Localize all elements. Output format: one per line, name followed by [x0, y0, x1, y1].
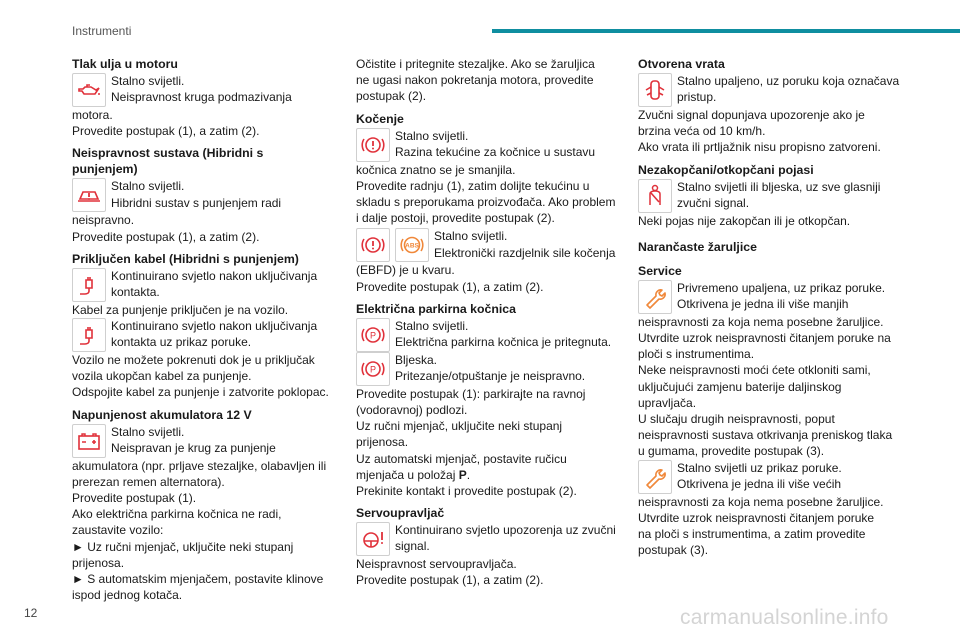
body-line: upravljača.	[638, 395, 697, 410]
parking-letter: P	[369, 330, 377, 341]
open-door-icon	[638, 73, 672, 107]
body-line: (vodoravnoj) podlozi.	[356, 403, 468, 418]
body-line: Provedite postupak (1): parkirajte na ravnoj	[356, 386, 586, 401]
section-heading: Električna parkirna kočnica	[356, 301, 516, 316]
parking-brake-section	[356, 301, 628, 499]
body-line: Provedite postupak (1), a zatim (2).	[356, 573, 544, 588]
body-line: neispravnosti sustava otkrivanja preniskog tlaka	[638, 428, 893, 443]
inline-line: Stalno svijetli.	[111, 179, 185, 194]
body-line: (EBFD) je u kvaru.	[356, 263, 455, 278]
inline-line: Stalno svijetli.	[434, 229, 508, 244]
body-line: brzina veća od 10 km/h.	[638, 124, 766, 139]
section-heading: Neispravnost sustava (Hibridni s punjenjem)	[72, 146, 264, 177]
body-line: zaustavite vozilo:	[72, 523, 164, 538]
inline-line: Stalno svijetli.	[395, 128, 469, 143]
body-line: na ploči s instrumentima, a zatim provedite	[638, 527, 866, 542]
inline-line: Kontinuirano svjetlo upozorenja uz zvučni	[395, 523, 616, 538]
hybrid-warning-icon	[72, 178, 106, 212]
hybrid-fault-section	[72, 145, 344, 244]
section-heading: Priključen kabel (Hibridni s punjenjem)	[72, 251, 299, 266]
abs-label: ABS	[405, 242, 419, 250]
orange-lights-heading: Narančaste žaruljice	[638, 239, 757, 254]
parking-brake-icon	[356, 318, 390, 352]
body-line: i dalje postoji, provedite postupak (2).	[356, 211, 555, 226]
body-line: Provedite postupak (1), a zatim (2).	[72, 229, 260, 244]
section-heading: Service	[638, 263, 682, 278]
brake-warning-icon	[356, 128, 390, 162]
wrench-icon	[638, 460, 672, 494]
body-line: prijenosa.	[356, 435, 409, 450]
inline-line: Razina tekućine za kočnice u sustavu	[395, 144, 596, 159]
inline-line: Kontinuirano svjetlo nakon uključivanja	[111, 319, 318, 334]
body-line: kočnica znatno se je smanjila.	[356, 162, 516, 177]
body-line: neispravno.	[72, 213, 135, 228]
inline-line: Stalno svijetli.	[111, 74, 185, 88]
open-doors-section	[638, 56, 918, 156]
body-line: Provedite radnju (1), zatim dolijte tekućinu u	[356, 178, 590, 193]
header-accent-bar	[492, 29, 960, 33]
parking-letter: P	[369, 364, 377, 375]
power-steering-section	[356, 505, 628, 588]
section-heading: Servoupravljač	[356, 506, 445, 521]
inline-line: Stalno svijetli.	[111, 424, 185, 439]
column-1	[72, 56, 344, 609]
service-section	[638, 263, 918, 559]
inline-line: Bljeska.	[395, 352, 438, 367]
braking-section	[356, 111, 628, 295]
inline-line: Neispravan je krug za punjenje	[111, 440, 276, 455]
body-line: Utvrdite uzrok neispravnosti čitanjem poruke	[638, 510, 875, 525]
inline-line: zvučni signal.	[677, 195, 750, 210]
seatbelt-icon	[638, 179, 672, 213]
inline-line: Kontinuirano svjetlo nakon uključivanja	[111, 268, 318, 283]
abs-icon	[395, 228, 429, 262]
body-line: postupak (3).	[638, 543, 709, 558]
parking-brake-icon	[356, 352, 390, 386]
section-heading: Tlak ulja u motoru	[72, 57, 178, 71]
body-line: Ako električna parkirna kočnica ne radi,	[72, 507, 282, 522]
cable-connected-section	[72, 251, 344, 401]
body-line: Neispravnost servoupravljača.	[356, 557, 517, 572]
body-line: Ako vrata ili prtljažnik nisu propisno zatvoreni.	[638, 140, 881, 155]
inline-line: Stalno svijetli uz prikaz poruke.	[677, 460, 842, 475]
battery-icon	[72, 424, 106, 458]
section-heading: Otvorena vrata	[638, 57, 725, 71]
body-line: mjenjača u položaj P.	[356, 467, 471, 482]
body-line: ne ugasi nakon pokretanja motora, provedite	[356, 73, 594, 88]
column-3	[638, 56, 918, 564]
body-line: u gumama, provedite postupak (3).	[638, 444, 825, 459]
section-title: Instrumenti	[72, 24, 132, 38]
inline-line: Neispravnost kruga podmazivanja	[111, 90, 292, 105]
inline-line: Otkrivena je jedna ili više manjih	[677, 297, 849, 312]
body-line: ► S automatskim mjenjačem, postavite klinove	[72, 572, 324, 587]
body-line: Uz ručni mjenjač, uključite neki stupanj	[356, 419, 563, 434]
body-line: Uz automatski mjenjač, postavite ručicu	[356, 451, 567, 466]
section-heading: Nezakopčani/otkopčani pojasi	[638, 162, 814, 177]
inline-line: Elektronički razdjelnik sile kočenja	[434, 245, 616, 260]
body-line: Neke neispravnosti moći ćete otkloniti sami,	[638, 363, 871, 378]
body-line: Odspojite kabel za punjenje i zatvorite poklopac.	[72, 385, 329, 400]
body-line: prijenosa.	[72, 555, 125, 570]
inline-line: Pritezanje/otpuštanje je neispravno.	[395, 369, 586, 384]
inline-line: pristup.	[677, 90, 717, 105]
oil-pressure-section	[72, 56, 344, 139]
body-line: akumulatora (npr. prljave stezaljke, olabavljen ili	[72, 458, 327, 473]
body-line: Očistite i pritegnite stezaljke. Ako se žaruljica	[356, 57, 595, 71]
battery-section	[72, 407, 344, 604]
body-line: Vozilo ne možete pokrenuti dok je u priključak	[72, 353, 315, 368]
body-line: prerezan remen alternatora).	[72, 474, 225, 489]
watermark: carmanualsonline.info	[680, 606, 889, 629]
seatbelt-section	[638, 162, 918, 229]
brake-warning-icon	[356, 228, 390, 262]
inline-line: Stalno upaljeno, uz poruku koja označava	[677, 74, 900, 88]
body-line: Provedite postupak (1).	[72, 491, 197, 506]
charging-plug-icon	[72, 318, 106, 352]
column-2	[356, 56, 628, 595]
body-line: ploči s instrumentima.	[638, 347, 755, 362]
inline-line: Električna parkirna kočnica je pritegnuta.	[395, 335, 612, 350]
section-heading: Kočenje	[356, 111, 404, 126]
inline-line: Hibridni sustav s punjenjem radi	[111, 195, 282, 210]
body-line: Neki pojas nije zakopčan ili je otkopčan.	[638, 213, 851, 228]
body-line: ► Uz ručni mjenjač, uključite neki stupanj	[72, 539, 294, 554]
body-line: Kabel za punjenje priključen je na vozilo.	[72, 302, 289, 317]
steering-warning-icon	[356, 522, 390, 556]
inline-line: Privremeno upaljena, uz prikaz poruke.	[677, 280, 886, 295]
wrench-icon	[638, 280, 672, 314]
body-line: ispod jednog kotača.	[72, 588, 183, 603]
body-line: Provedite postupak (1), a zatim (2).	[72, 124, 260, 139]
body-line: postupak (2).	[356, 89, 427, 104]
body-line: Utvrdite uzrok neispravnosti čitanjem poruke na	[638, 331, 891, 346]
inline-line: kontakta.	[111, 285, 160, 300]
inline-line: Stalno svijetli ili bljeska, uz sve glasniji	[677, 179, 881, 194]
body-line: skladu s preporukama proizvođača. Ako problem	[356, 195, 616, 210]
page-number: 12	[24, 606, 38, 620]
body-line: Prekinite kontakt i provedite postupak (2).	[356, 484, 577, 499]
oil-can-icon	[72, 73, 106, 107]
body-line: motora.	[72, 108, 113, 122]
body-line: neispravnosti za koja nema posebne žaruljice.	[638, 494, 884, 509]
body-line: Zvučni signal dopunjava upozorenje ako je	[638, 108, 865, 122]
body-line: U slučaju drugih neispravnosti, poput	[638, 412, 835, 427]
body-line: neispravnosti za koja nema posebne žaruljice.	[638, 314, 884, 329]
body-line: Provedite postupak (1), a zatim (2).	[356, 279, 544, 294]
inline-line: Stalno svijetli.	[395, 318, 469, 333]
body-line: uključujući zamjenu baterije daljinskog	[638, 379, 842, 394]
inline-line: Otkrivena je jedna ili više većih	[677, 476, 842, 491]
intro-paragraph	[356, 56, 628, 105]
inline-line: kontakta uz prikaz poruke.	[111, 335, 252, 350]
charging-plug-icon	[72, 268, 106, 302]
inline-line: signal.	[395, 539, 430, 554]
body-line: vozila ukopčan kabel za punjenje.	[72, 369, 252, 384]
section-heading: Napunjenost akumulatora 12 V	[72, 407, 252, 422]
